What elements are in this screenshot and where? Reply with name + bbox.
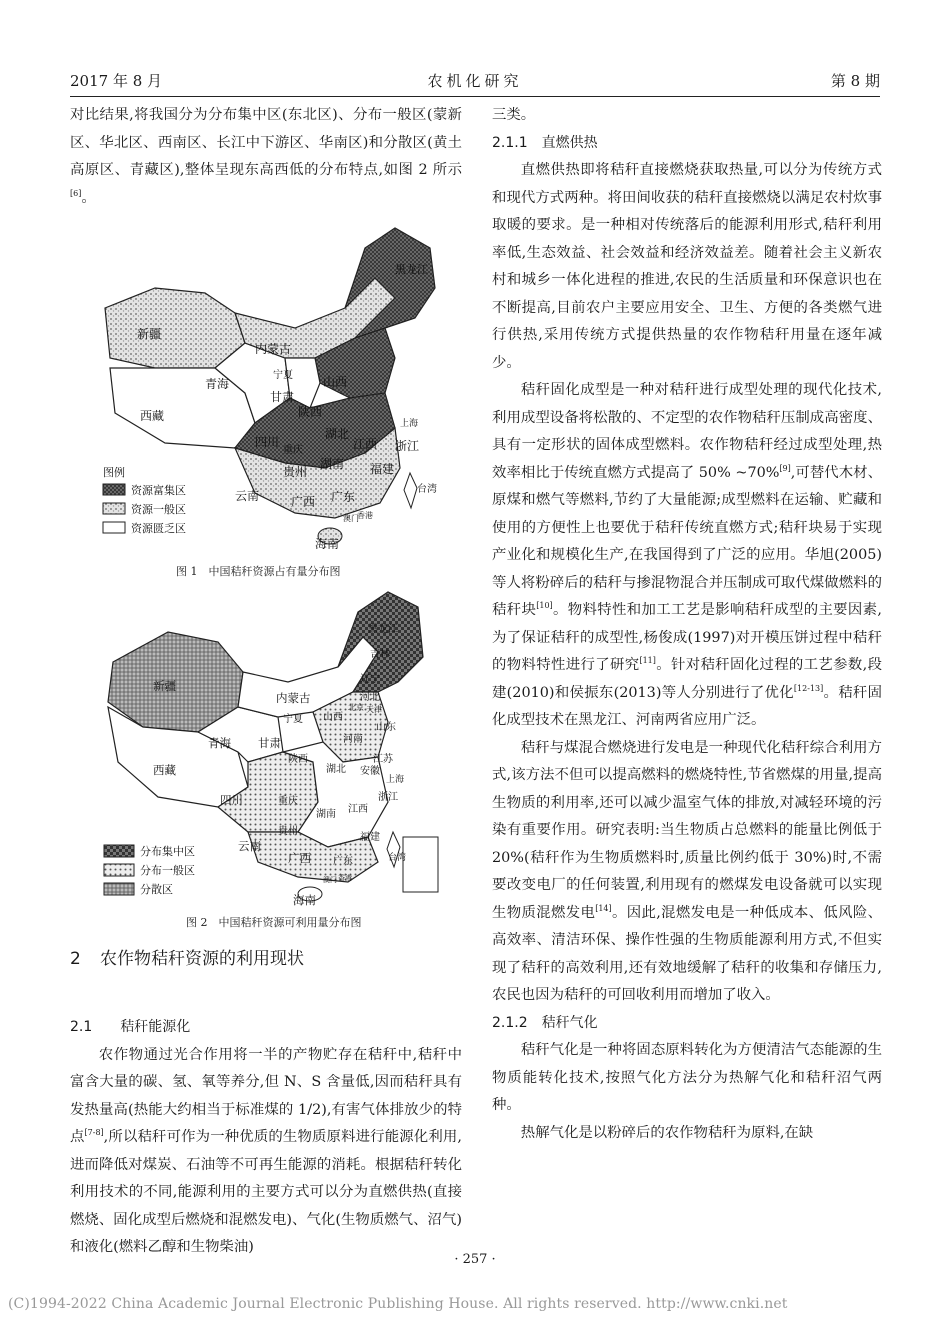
region-taiwan [404, 473, 417, 508]
intro-paragraph: 对比结果,将我国分为分布集中区(东北区)、分布一般区(蒙新区、华北区、西南区、长江中下游区、华南区)和分散区(黄土高原区、青藏区),整体呈现东高西低的分布特点,如图 2 所示[6]。 [70, 107, 462, 206]
legend-item: 分散区 [140, 883, 173, 896]
left-column-bottom [70, 1014, 462, 1262]
map-label: 甘肃 [258, 736, 281, 750]
legend-item: 资源富集区 [131, 484, 186, 497]
legend-item: 资源一般区 [131, 503, 186, 516]
copyright-watermark: (C)1994-2022 China Academic Journal Electronic Publishing House. All rights reserved. http://www.cnki.net [8, 1296, 788, 1312]
map-label: 辽宁 [360, 674, 380, 685]
map-label: 青海 [208, 736, 231, 750]
section-title: 农作物秸秆资源的利用现状 [100, 949, 304, 969]
map-label: 内蒙古 [276, 691, 311, 705]
header-issue: 第 8 期 [830, 72, 880, 90]
section-number: 2 [70, 949, 81, 969]
map-label: 吉林 [370, 649, 390, 660]
right-column [492, 102, 882, 1147]
energy-paragraph: 农作物通过光合作用将一半的产物贮存在秸秆中,秸秆中富含大量的碳、氢、氧等养分,但 N、S 含量低,因而秸秆具有发热量高(热能大约相当于标准煤的 1/2),有害气体排放少的特点[7-8],所以秸秆可作为一种优质的生物质原料进行能源化利用,进而降低对煤炭、石油等不可再生能源的消耗。根据秸秆转化利用技术的不同,能源利用的主要方式可以分为直燃供热(直接燃烧、固化成型后燃烧和混燃发电)、气化(生物质燃气、沼气)和液化(燃料乙醇和生物柴油) [70, 1046, 462, 1255]
map-label: 黑龙江 [395, 263, 428, 276]
map-label: 台湾 [388, 853, 407, 863]
map-label: 浙江 [395, 439, 420, 453]
map-label: 湖南 [316, 809, 336, 820]
figure-1-caption: 图 1 中国秸秆资源占有量分布图 [176, 565, 341, 578]
map-label: 上海 [386, 775, 405, 785]
map-label: 广西 [291, 495, 316, 509]
subsection-2-1-2-heading: 2.1.2 秸秆气化 [492, 1014, 598, 1031]
figure-2-legend [104, 844, 195, 896]
paragraph: 秸秆气化是一种将固态原料转化为方便清洁气态能源的生物质能转化技术,按照气化方法分为热解气化和秸秆沼气两种。 [492, 1042, 882, 1113]
map-label: 陕西 [298, 405, 323, 419]
citation[interactable]: [12-13] [793, 683, 824, 693]
map-label: 广东 [331, 490, 356, 504]
map-label: 四川 [220, 793, 243, 807]
citation[interactable]: [10] [536, 601, 553, 610]
map-label: 澳门 [343, 514, 359, 523]
map-label: 天津 [366, 705, 382, 714]
map-label: 贵州 [283, 465, 308, 479]
map-label: 四川 [255, 435, 280, 449]
header-rule [70, 96, 880, 97]
legend-item: 分布集中区 [140, 845, 195, 858]
map-label: 山西 [323, 375, 348, 389]
legend-title: 图例 [103, 466, 125, 479]
map-label: 江西 [348, 804, 368, 815]
map-label: 广东 [333, 856, 353, 867]
map-label: 北京 [348, 703, 364, 712]
map-label: 湖北 [326, 764, 346, 775]
legend-item: 资源匮乏区 [131, 522, 186, 535]
figure-1-map [95, 218, 447, 558]
section-2-heading [70, 944, 304, 969]
map-label: 湖南 [320, 457, 345, 471]
map-label: 黑龙江 [368, 624, 398, 635]
header-date: 2017 年 8 月 [70, 72, 163, 90]
map-label: 福建 [370, 462, 395, 476]
map-label: 台湾 [417, 484, 437, 495]
map-label: 新疆 [153, 679, 176, 693]
citation[interactable]: [11] [639, 656, 656, 665]
running-header [70, 66, 880, 96]
map-label: 江苏 [373, 754, 393, 765]
map-label: 内蒙古 [255, 342, 292, 356]
map-label: 河南 [343, 734, 363, 745]
citation[interactable]: [14] [595, 903, 612, 913]
paragraph: 热解气化是以粉碎后的农作物秸秆为原料,在缺 [520, 1124, 814, 1141]
map-label: 湖北 [325, 427, 350, 441]
map-label: 江西 [353, 437, 378, 451]
map-label: 香港 [338, 874, 352, 882]
map-label: 山西 [323, 712, 343, 723]
map-label: 西藏 [140, 409, 165, 423]
map-label: 海南 [315, 537, 340, 551]
subsection-2-1-1-heading: 2.1.1 直燃供热 [492, 134, 598, 151]
subsection-2-1-heading: 2.1 秸秆能源化 [70, 1019, 191, 1035]
citation[interactable]: [9] [779, 463, 791, 473]
map-label: 云南 [235, 489, 260, 503]
map-label: 重庆 [278, 796, 298, 807]
map-label: 福建 [360, 832, 380, 843]
legend-item: 分布一般区 [140, 864, 195, 877]
map-label: 宁夏 [273, 370, 293, 381]
map-label: 新疆 [137, 327, 162, 341]
map-label: 云南 [238, 839, 261, 853]
left-column-top [70, 102, 462, 212]
map-label: 安徽 [360, 766, 380, 777]
map-label: 河北 [360, 692, 380, 703]
map-label: 青海 [205, 377, 230, 391]
map-label: 贵州 [278, 826, 298, 837]
map-label: 海南 [293, 893, 316, 907]
region-south [248, 832, 378, 882]
citation[interactable]: [6] [70, 188, 82, 198]
map-label: 香港 [357, 511, 373, 520]
citation[interactable]: [7-8] [84, 1128, 104, 1137]
map-label: 浙江 [378, 792, 398, 803]
header-journal: 农机化研究 [427, 72, 523, 90]
map-label: 广西 [288, 851, 311, 865]
page-number: · 257 · [454, 1252, 496, 1267]
map-label: 甘肃 [270, 390, 295, 404]
south-sea-inset [403, 837, 438, 892]
map-label: 澳门 [323, 876, 337, 884]
map-label: 西藏 [153, 763, 176, 777]
map-label: 山东 [376, 722, 396, 733]
map-label: 上海 [400, 419, 419, 429]
map-label: 宁夏 [283, 714, 303, 725]
map-label: 陕西 [288, 754, 308, 765]
region-xinjiang [105, 288, 245, 368]
paragraph: 秸秆与煤混合燃烧进行发电是一种现代化秸秆综合利用方式,该方法不但可以提高燃料的燃烧特性,节省燃煤的用量,提高生物质的利用率,还可以减少温室气体的排放,对减轻环境的污染有重要作用。研究表明:当生物质占总燃料的能量比例低于 20%(秸秆作为生物质燃料时,质量比例约低于 30%)时,不需要改变电厂的任何装置,利用现有的燃煤发电设备就可以实现生物质混燃发电[14]。因此,混燃发电是一种低成本、低风险、高效率、清洁环保、操作性强的生物质能源利用方式,不但实现了秸秆的高效利用,还有效地缓解了秸秆的收集和存储压力,农民也因为秸秆的可回收利用而增加了收入。 [492, 739, 882, 1003]
figure-2-caption: 图 2 中国秸秆资源可利用量分布图 [186, 916, 362, 929]
map-label: 重庆 [283, 445, 303, 456]
paragraph: 秸秆固化成型是一种对秸秆进行成型处理的现代化技术,利用成型设备将松散的、不定型的农作物秸秆压制成高密度、具有一定形状的固体成型燃料。农作物秸秆经过成型处理,热效率相比于传统直燃方式提高了 50% ~70%[9],可替代木材、原煤和燃气等燃料,节约了大量能源;成型燃料在运输、贮藏和使用的方便性上也要优于秸秆传统直燃方式;秸秆块易于实现产业化和规模化生产,在我国得到了广泛的应用。华旭(2005)等人将粉碎后的秸秆与掺混物混合并压制成可取代煤做燃料的秸秆块[10]。物料特性和加工工艺是影响秸秆成型的主要因素,为了保证秸秆的成型性,杨俊成(1997)对开模压饼过程中秸秆的物料特性进行了研究[11]。针对秸秆固化过程的工艺参数,段建(2010)和侯振东(2013)等人分别进行了优化[12-13]。秸秆固化成型技术在黑龙江、河南两省应用广泛。 [492, 382, 882, 728]
figure-2-map [98, 582, 448, 912]
figure-1-legend [103, 465, 186, 535]
paragraph: 直燃供热即将秸秆直接燃烧获取热量,可以分为传统方式和现代方式两种。将田间收获的秸秆直接燃烧以满足农村炊事取暖的要求。是一种相对传统落后的能源利用形式,秸秆利用率低,生态效益、社会效益和经济效益差。随着社会主义新农村和城乡一体化进程的推进,农民的生活质量和环保意识也在不断提高,目前农户主要应用安全、卫生、方便的各类燃气进行供热,采用传统方式提供热量的农作物秸秆用量在逐年减少。 [492, 162, 882, 371]
paragraph: 三类。 [492, 107, 536, 123]
